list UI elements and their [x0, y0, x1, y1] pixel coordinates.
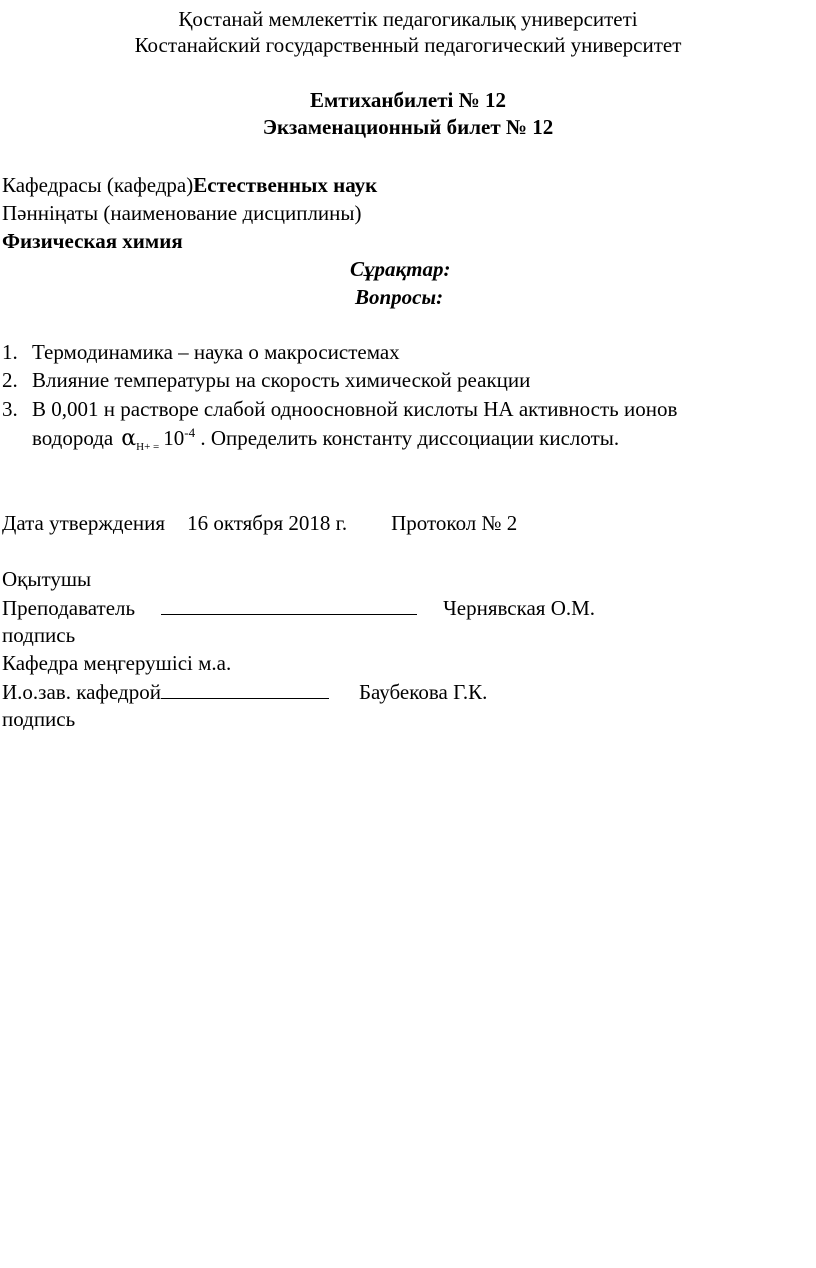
- teacher-name: Чернявская О.М.: [443, 596, 596, 620]
- alpha-symbol: α: [121, 426, 137, 451]
- question-text-start: водорода: [32, 426, 114, 450]
- department-line: [2, 172, 377, 198]
- department-value: Естественных наук: [193, 173, 378, 197]
- question-text-end: . Определить константу диссоциации кислоты.: [195, 426, 620, 450]
- university-name-kz: Қостанай мемлекеттік педагогикалық университеті: [178, 7, 638, 31]
- questions-heading-ru: Вопросы:: [355, 285, 444, 309]
- question-text: В 0,001 н растворе слабой одноосновной кислоты НА активность ионов: [32, 397, 678, 421]
- questions-heading-kz: Сұрақтар:: [350, 257, 451, 281]
- power-exponent: -4: [184, 425, 196, 440]
- power-base: 10: [163, 426, 185, 450]
- teacher-line: [2, 594, 595, 621]
- head-label-ru: И.о.зав. кафедрой: [2, 680, 161, 704]
- ticket-title-kz: Емтиханбилеті № 12: [309, 88, 506, 112]
- question-text-continuation: [32, 425, 619, 455]
- question-number: 2.: [2, 368, 18, 392]
- approval-line: [2, 510, 517, 536]
- alpha-subscript: H+ =: [136, 441, 160, 453]
- teacher-label-kz: Оқытушы: [2, 567, 92, 591]
- question-number: 1.: [2, 340, 18, 364]
- signature-caption-1: подпись: [2, 623, 76, 647]
- approval-date: 16 октября 2018 г.: [187, 511, 348, 535]
- head-name: Баубекова Г.К.: [358, 680, 488, 704]
- question-number: 3.: [2, 397, 18, 421]
- head-signature-field: [161, 678, 329, 699]
- ticket-title-ru: Экзаменационный билет № 12: [262, 115, 554, 139]
- head-line: [2, 678, 487, 705]
- question-text: Термодинамика – наука о макросистемах: [32, 340, 400, 364]
- protocol-number: Протокол № 2: [391, 511, 518, 535]
- question-text: Влияние температуры на скорость химической реакции: [32, 368, 531, 392]
- head-label-kz: Кафедра меңгерушісі м.а.: [2, 651, 232, 675]
- university-name-ru: Костанайский государственный педагогический университет: [134, 33, 682, 57]
- teacher-signature-field: [161, 594, 417, 615]
- approval-label: Дата утверждения: [2, 511, 166, 535]
- department-label: Кафедрасы (кафедра): [2, 173, 194, 197]
- discipline-label: Пәнніңаты (наименование дисциплины): [2, 201, 362, 225]
- teacher-label-ru: Преподаватель: [2, 596, 136, 620]
- discipline-value: Физическая химия: [2, 229, 183, 253]
- signature-caption-2: подпись: [2, 707, 76, 731]
